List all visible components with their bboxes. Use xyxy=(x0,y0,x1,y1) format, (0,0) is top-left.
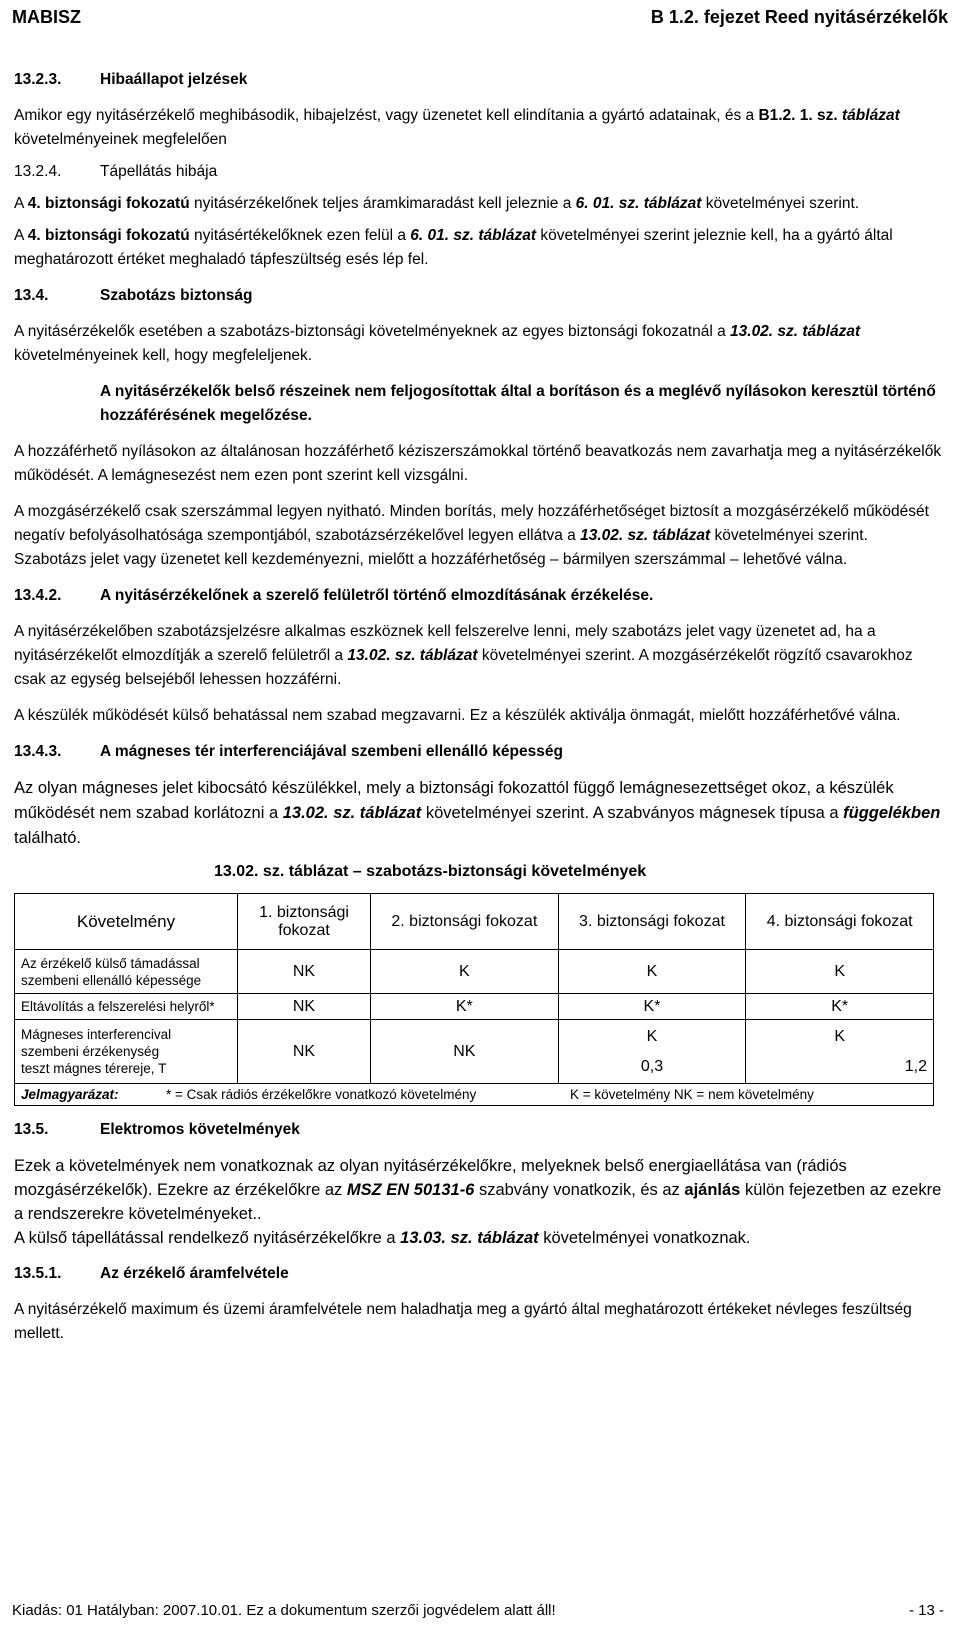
legend-label: Jelmagyarázat: xyxy=(21,1087,119,1102)
section-heading: 13.4.3. A mágneses tér interferenciájával szembeni ellenálló képesség xyxy=(14,743,563,760)
page-footer xyxy=(0,1598,960,1628)
legend-key: K = követelmény NK = nem követelmény xyxy=(570,1087,814,1102)
table-header-cell: 1. biztonsági fokozat xyxy=(238,894,371,950)
table-header-cell: Követelmény xyxy=(15,894,238,950)
paragraph: A nyitásérzékelő maximum és üzemi áramfelvétele nem haladhatja meg a gyártó által meghatározott értékeket névleges feszültség mellett. xyxy=(14,1301,912,1342)
paragraph: A mozgásérzékelő csak szerszámmal legyen nyitható. Minden borítás, mely hozzáférhetőséget biztosít a mozgásérzékelő működését negatív befolyásolhatósága szempontjából, szabotázsérzékelővel legyen ellátva a 13.02. sz. táblázat követelményei szerint. Szabotázs jelet vagy üzenetet kell kezdeményezni, mielőtt a hozzáférhetőség – bármilyen szerszámmal – lehetővé válna. xyxy=(14,503,929,568)
table-header-cell: 2. biztonsági fokozat xyxy=(371,894,559,950)
section-heading: 13.4.2. A nyitásérzékelőnek a szerelő felületről történő elmozdításának érzékelése. xyxy=(14,587,654,604)
table-cell: K* xyxy=(558,994,746,1020)
paragraph: Az olyan mágneses jelet kibocsátó készülékkel, mely a biztonsági fokozattól függő lemágnesezettséget okoz, a készülék működését nem szabad korlátozni a 13.02. sz. táblázat követelményei szerint. A szabványos mágnesek típusa a függelékben található. xyxy=(14,779,941,847)
table-cell: Az érzékelő külső támadással szembeni ellenálló képessége xyxy=(15,950,238,994)
paragraph: A külső tápellátással rendelkező nyitásérzékelőkre a 13.03. sz. táblázat követelményei vonatkoznak. xyxy=(14,1229,751,1247)
section-heading: A nyitásérzékelők belső részeinek nem feljogosítottak által a borításon és a meglévő nyílásokon keresztül történő hozzáférésének megelőzése. xyxy=(100,383,936,424)
section-heading: 13.4. Szabotázs biztonság xyxy=(14,287,253,304)
paragraph: Ezek a követelmények nem vonatkoznak az olyan nyitásérzékelőkre, melyeknek belső energiaellátása van (rádiós mozgásérzékelők). Ezekre az érzékelőkre az MSZ EN 50131-6 szabvány vonatkozik, és az ajánlás külön fejezetben az ezekre a rendszerekre követelményeket.. xyxy=(14,1157,942,1223)
table-cell: K 1,2 xyxy=(746,1020,934,1084)
paragraph: Amikor egy nyitásérzékelő meghibásodik, hibajelzést, vagy üzenetet kell elindítania a gyártó adatainak, és a B1.2. 1. sz. táblázat követelményeinek megfelelően xyxy=(14,107,900,148)
table-row xyxy=(15,950,934,994)
table-cell: Eltávolítás a felszerelési helyről* xyxy=(15,994,238,1020)
requirements-table xyxy=(14,893,934,1106)
page-header xyxy=(0,0,960,36)
table-cell: K 0,3 xyxy=(558,1020,746,1084)
table-cell: K xyxy=(558,950,746,994)
table-header-cell: 4. biztonsági fokozat xyxy=(746,894,934,950)
table-row xyxy=(15,1020,934,1084)
table-cell: K xyxy=(371,950,559,994)
section-heading: 13.5. Elektromos követelmények xyxy=(14,1121,300,1138)
paragraph: A hozzáférhető nyílásokon az általánosan hozzáférhető kéziszerszámokkal történő beavatkozás nem zavarhatja meg a nyitásérzékelők működését. A lemágnesezést nem ezen pont szerint kell vizsgálni. xyxy=(14,443,942,484)
table-title: 13.02. sz. táblázat – szabotázs-biztonsági követelmények xyxy=(214,863,647,880)
section-heading: 13.2.3. Hibaállapot jelzések xyxy=(14,71,248,88)
paragraph: A készülék működését külső behatással nem szabad megzavarni. Ez a készülék aktiválja önmagát, mielőtt hozzáférhetővé válna. xyxy=(14,707,901,724)
table-cell: K* xyxy=(371,994,559,1020)
table-cell: K* xyxy=(746,994,934,1020)
table-header-row xyxy=(15,894,934,950)
paragraph: A 4. biztonsági fokozatú nyitásérzékelőnek teljes áramkimaradást kell jeleznie a 6. 01. sz. táblázat követelményei szerint. xyxy=(14,195,860,212)
paragraph: A nyitásérzékelőben szabotázsjelzésre alkalmas eszköznek kell felszerelve lenni, mely szabotázs jelet vagy üzenetet ad, ha a nyitásérzékelőt elmozdítják a szerelő felületről a 13.02. sz. táblázat követelményei szerint. A mozgásérzékelőt rögzítő csavarokhoz csak az egység belsejéből lehessen hozzáférni. xyxy=(14,623,913,688)
table-cell: Mágneses interferencival szembeni érzékenység teszt mágnes térereje, T xyxy=(15,1020,238,1084)
table-row xyxy=(15,994,934,1020)
paragraph: A 4. biztonsági fokozatú nyitásértékelőknek ezen felül a 6. 01. sz. táblázat követelményei szerint jeleznie kell, ha a gyártó által meghatározott értéket meghaladó tápfeszültség esés lép fel. xyxy=(14,227,893,268)
header-chapter: B 1.2. fejezet Reed nyitásérzékelők xyxy=(650,7,948,27)
table-header-cell: 3. biztonsági fokozat xyxy=(558,894,746,950)
table-legend-row xyxy=(15,1084,934,1106)
section-heading: 13.5.1. Az érzékelő áramfelvétele xyxy=(14,1265,289,1282)
table-cell: NK xyxy=(238,994,371,1020)
section-heading: 13.2.4. Tápellátás hibája xyxy=(14,163,218,180)
header-org: MABISZ xyxy=(12,7,81,27)
table-cell: NK xyxy=(238,950,371,994)
table-cell: K xyxy=(746,950,934,994)
table-cell: NK xyxy=(238,1020,371,1084)
legend-note: * = Csak rádiós érzékelőkre vonatkozó követelmény xyxy=(166,1087,477,1102)
page-number: - 13 - xyxy=(908,1602,944,1619)
footer-notice: Kiadás: 01 Hatályban: 2007.10.01. Ez a dokumentum szerzői jogvédelem alatt áll! xyxy=(12,1602,556,1619)
paragraph: A nyitásérzékelők esetében a szabotázs-biztonsági követelményeknek az egyes biztonsági fokozatnál a 13.02. sz. táblázat követelményeinek kell, hogy megfeleljenek. xyxy=(14,323,861,364)
document-body xyxy=(14,68,944,1346)
table-cell: NK xyxy=(371,1020,559,1084)
